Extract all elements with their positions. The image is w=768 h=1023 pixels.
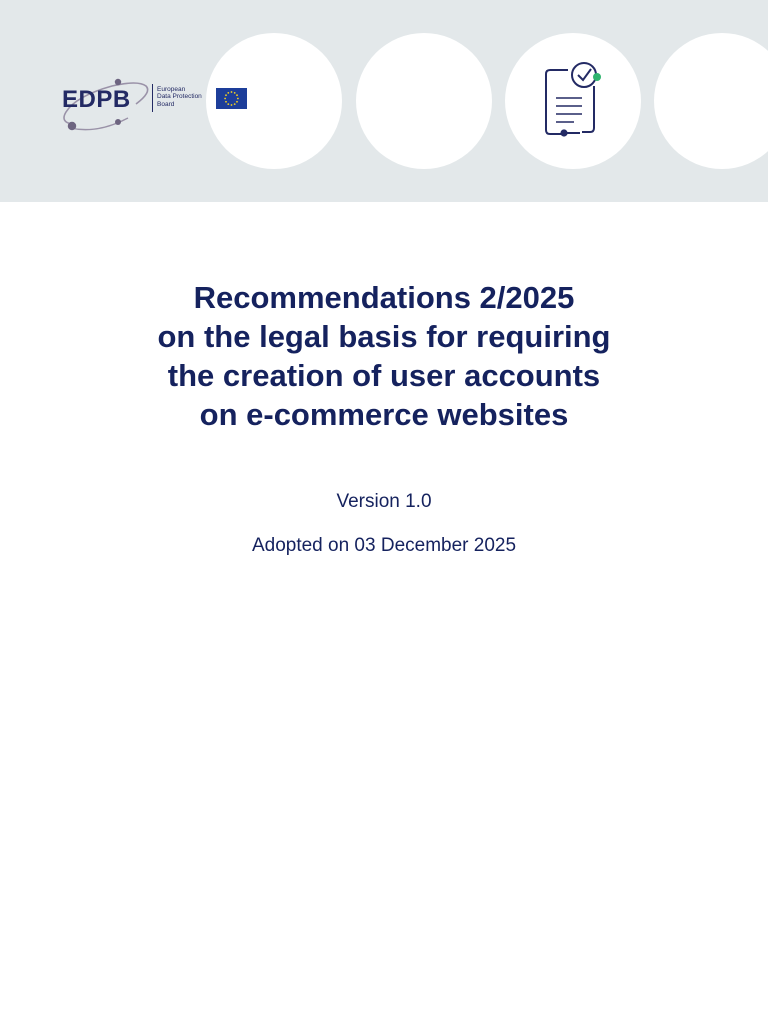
logo-name-line: Data Protection — [157, 93, 202, 101]
logo-name-line: European — [157, 86, 186, 93]
logo-acronym: EDPB — [62, 86, 131, 113]
title-line: on the legal basis for requiring — [157, 319, 611, 354]
title-line: on e-commerce websites — [199, 397, 569, 432]
logo-name-line: Board — [157, 100, 175, 108]
logo-divider — [152, 84, 153, 112]
adoption-date: Adopted on 03 December 2025 — [251, 535, 517, 556]
header-band — [0, 0, 768, 202]
decorative-circle — [654, 33, 768, 169]
edpb-logo — [58, 74, 250, 136]
title-line: the creation of user accounts — [167, 358, 601, 393]
eu-flag-icon — [216, 88, 247, 109]
document-version: Version 1.0 — [336, 491, 432, 512]
title-line: Recommendations 2/2025 — [193, 280, 575, 315]
decorative-circle — [356, 33, 492, 169]
logo-board-name — [157, 86, 202, 108]
document-title — [40, 278, 728, 434]
checklist-document-icon — [538, 58, 608, 140]
